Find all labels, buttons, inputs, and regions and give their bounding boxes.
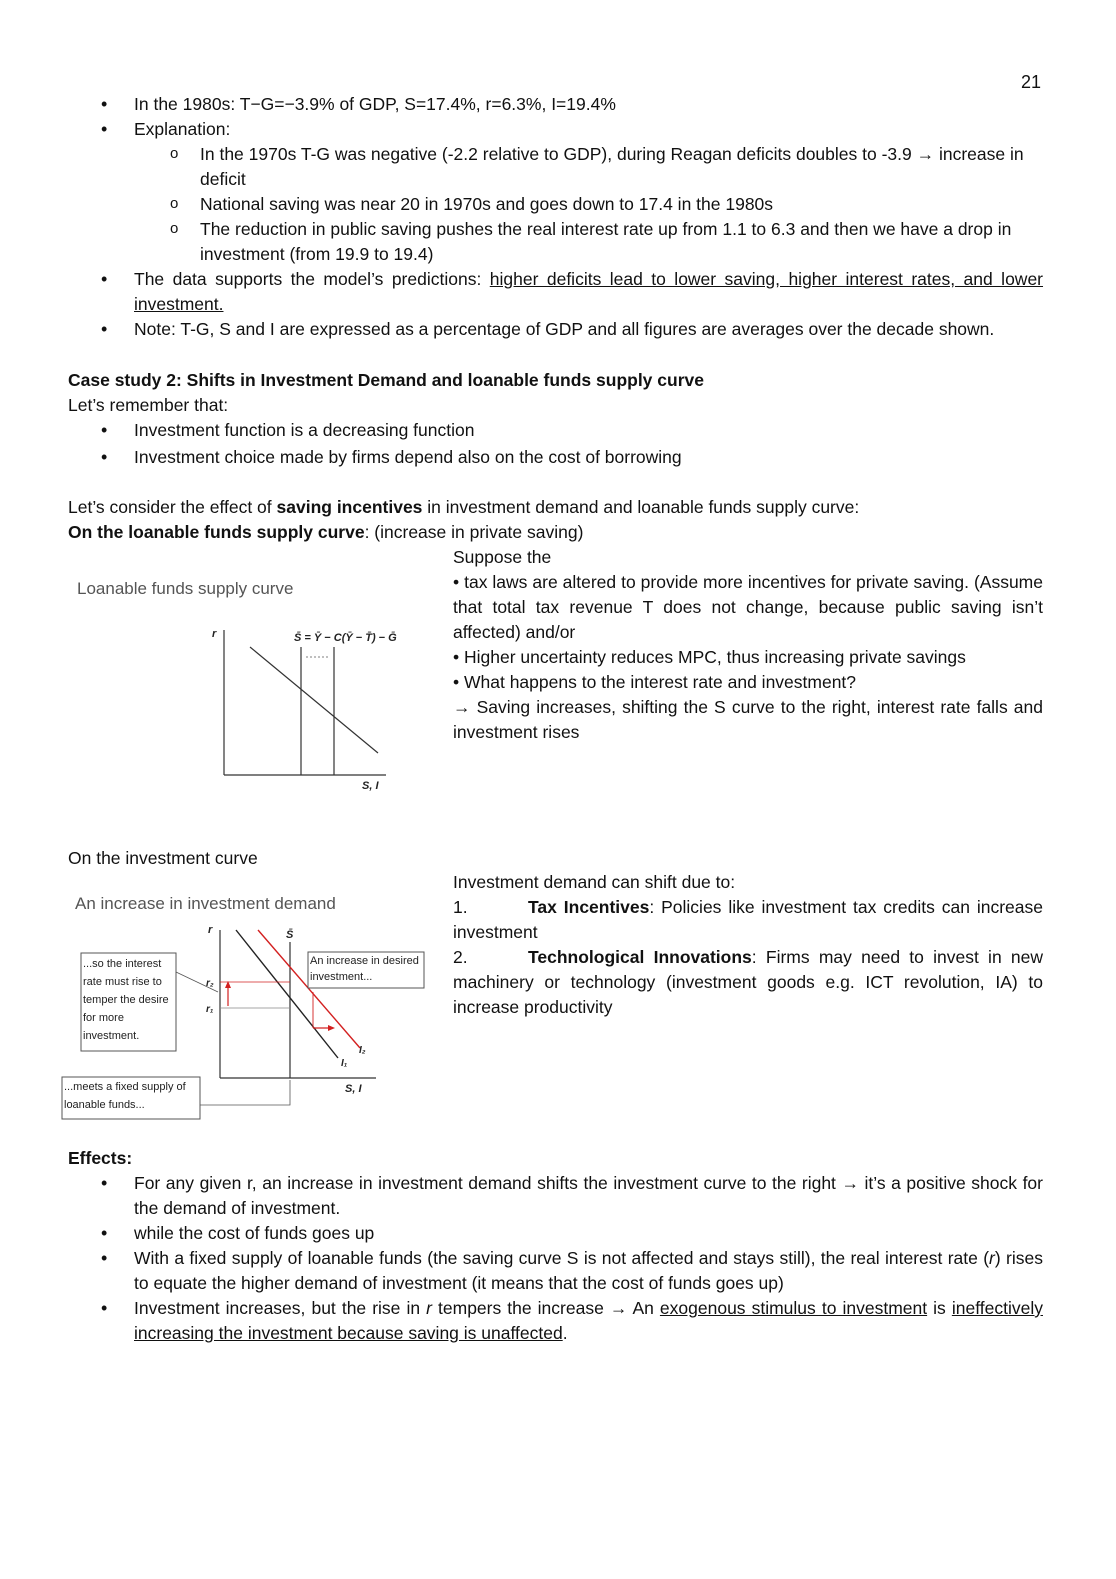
fig2-shift-arrowhead: [328, 1025, 335, 1031]
supply-para-3: • What happens to the interest rate and investment?: [453, 672, 857, 692]
effects-bullet-1: • For any given r, an increase in investment demand shifts the investment curve to the right → it’s a positive shock for the demand of investment.: [68, 1171, 1043, 1221]
fig2-box-right-text: An increase in desired investment...: [310, 955, 419, 983]
fig2-x-label: S, I: [345, 1083, 362, 1095]
fig2-r-label: r: [208, 924, 213, 936]
loanable-funds-figure: [66, 565, 436, 800]
fig2-i2-label: I₂: [359, 1045, 366, 1056]
effects-b4-b: tempers the increase → An: [431, 1298, 660, 1318]
invest-item-1-num: 1.: [453, 897, 468, 917]
fig1-formula: S̄ = Ȳ − C(Ȳ − T̄) − Ḡ: [294, 632, 397, 644]
data-supports-underlined: higher deficits lead to lower saving, higher interest rates, and lower investment.: [134, 269, 1044, 314]
remember-line: Let’s remember that:: [68, 395, 229, 415]
effects-b4-end: .: [562, 1323, 568, 1343]
fig2-title: An increase in investment demand: [75, 894, 336, 913]
effects-b4-u1: exogenous stimulus to investment: [659, 1298, 928, 1318]
explanation-label: Explanation:: [134, 119, 231, 139]
effects-b3-a: With a fixed supply of loanable funds (the saving curve S is not affected and stays still), the real interest rate (: [134, 1248, 990, 1268]
supply-bold: On the loanable funds supply curve: [68, 522, 365, 542]
effects-b4-a: Investment increases, but the rise in: [134, 1298, 427, 1318]
effects-b4-c: is: [927, 1298, 952, 1318]
fig2-box-bottom-pointer: [200, 1080, 290, 1105]
fig2-s-label: S̄: [286, 929, 294, 941]
fig2-i1-label: I₁: [341, 1058, 348, 1069]
fig1-r-label: r: [212, 628, 217, 640]
supply-para-1: • tax laws are altered to provide more incentives for private saving. (Assume that total tax revenue T does not change, because public saving isn’t affected) and/or: [453, 572, 1043, 642]
explanation-item: o National saving was near 20 in 1970s and goes down to 17.4 in the 1980s: [134, 192, 1043, 217]
supply-line: [68, 520, 583, 545]
fig2-r2-label: r₂: [206, 978, 214, 989]
bullet-data-supports: [68, 267, 1043, 317]
consider-suffix: in investment demand and loanable funds supply curve:: [422, 497, 860, 517]
effects-b3-b: ) rises to equate the higher demand of investment (it means that the cost of funds goes up): [134, 1248, 1043, 1293]
fig2-box-bottom-text-wrap: [64, 1078, 198, 1118]
fig2-box-left-text-wrap: [83, 955, 175, 1049]
fig2-box-right-text-wrap: [310, 953, 424, 987]
invest-item-2: [453, 945, 1043, 1020]
consider-bold: saving incentives: [276, 497, 423, 517]
effects-list: [68, 1171, 1043, 1346]
effects-bullet-2: • while the cost of funds goes up: [68, 1221, 1043, 1246]
bullet-note: • Note: T-G, S and I are expressed as a percentage of GDP and all figures are averages over the decade shown.: [68, 317, 1043, 342]
invest-item-2-text: : Firms may need to invest in new machinery or technology (investment goods e.g. ICT revolution, IA) to increase productivity: [453, 947, 1044, 1017]
fig1-x-label: S, I: [362, 780, 379, 792]
effects-b4-u2: ineffectively increasing the investment because saving is unaffected: [134, 1298, 1043, 1343]
supply-explanation: [453, 545, 1043, 745]
remember-bullets: [68, 418, 1043, 470]
consider-prefix: Let’s consider the effect of: [68, 497, 277, 517]
consider-line: [68, 495, 859, 520]
fig2-r1-label: r₁: [206, 1004, 214, 1015]
top-bullet-list: [68, 92, 1043, 342]
supply-para-2: • Higher uncertainty reduces MPC, thus increasing private savings: [453, 647, 966, 667]
invest-item-1-text: : Policies like investment tax credits can increase investment: [453, 897, 1043, 942]
data-supports-prefix: The data supports the model’s predictions:: [134, 269, 490, 289]
effects-bullet-4: [68, 1296, 1043, 1346]
investment-explanation: [453, 870, 1043, 1020]
invest-item-1: [453, 895, 1043, 945]
case-study-heading: Case study 2: Shifts in Investment Demand and loanable funds supply curve: [68, 370, 704, 390]
invest-intro: Investment demand can shift due to:: [453, 872, 736, 892]
effects-b4-r: r: [426, 1298, 432, 1318]
fig2-box-left-text: ...so the interest rate must rise to temper the desire for more investment.: [83, 958, 169, 1042]
fig2-investment-i2: [258, 930, 360, 1048]
supply-para-4: → Saving increases, shifting the S curve to the right, interest rate falls and investment rises: [453, 697, 1043, 742]
explanation-item: o The reduction in public saving pushes the real interest rate up from 1.1 to 6.3 and then we have a drop in investment (from 19.9 to 19.4): [134, 217, 1043, 267]
effects-b3-r: r: [989, 1248, 995, 1268]
effects-heading: Effects:: [68, 1148, 133, 1168]
effects-bullet-3: [68, 1246, 1043, 1296]
remember-bullet: • Investment choice made by firms depend also on the cost of borrowing: [68, 445, 1043, 470]
invest-item-1-bold: Tax Incentives: [528, 897, 650, 917]
page-number: 21: [1020, 72, 1041, 92]
investment-demand-figure: [58, 880, 438, 1125]
bullet-1980s: • In the 1980s: T−G=−3.9% of GDP, S=17.4%, r=6.3%, I=19.4%: [68, 92, 1043, 117]
explanation-item: o In the 1970s T-G was negative (-2.2 relative to GDP), during Reagan deficits doubles to -3.9 → increase in deficit: [134, 142, 1043, 192]
bullet-explanation: [68, 117, 1043, 267]
suppose-line: Suppose the: [453, 547, 552, 567]
explanation-list: [134, 142, 1043, 267]
fig1-title: Loanable funds supply curve: [77, 579, 294, 598]
supply-suffix: : (increase in private saving): [364, 522, 584, 542]
investment-curve-label: On the investment curve: [68, 848, 258, 868]
fig1-investment-curve: [250, 647, 378, 753]
invest-item-2-num: 2.: [453, 947, 468, 967]
fig2-investment-i1: [236, 930, 338, 1058]
fig2-box-bottom-text: ...meets a fixed supply of loanable funds...: [64, 1081, 186, 1111]
remember-bullet: • Investment function is a decreasing function: [68, 418, 1043, 443]
invest-item-2-bold: Technological Innovations: [528, 947, 752, 967]
